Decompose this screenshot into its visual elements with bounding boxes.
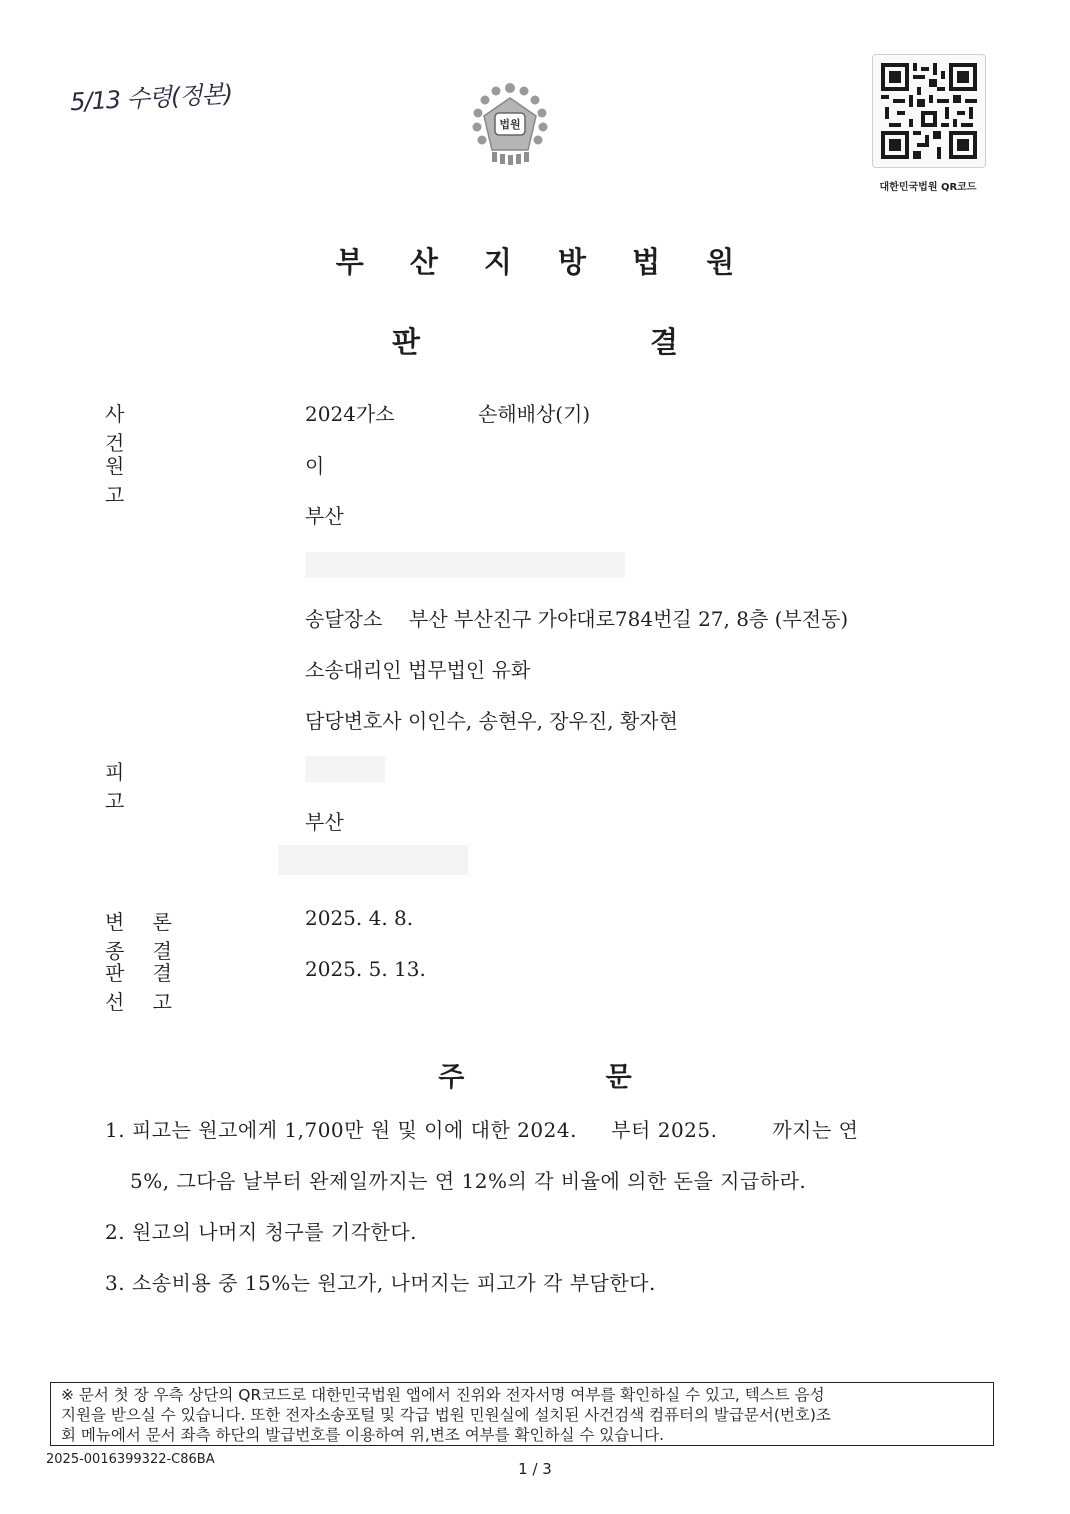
qr-code[interactable] (872, 54, 986, 168)
court-name: 부 산 지 방 법 원 (335, 245, 753, 279)
service-address-label: 송달장소 (305, 607, 383, 631)
defendant-label-text: 피 고 (105, 760, 191, 813)
plaintiff-label (105, 450, 217, 508)
order-item-2: 2. 원고의 나머지 청구를 기각한다. (105, 1220, 418, 1244)
order-item-3: 3. 소송비용 중 15%는 원고가, 나머지는 피고가 각 부담한다. (105, 1271, 656, 1295)
closing-argument-label (105, 906, 217, 964)
document-type: 판 결 (391, 325, 789, 359)
page-number: 1 / 3 (518, 1460, 552, 1478)
order-item-1-cont: 5%, 그다음 날부터 완제일까지는 연 12%의 각 비율에 의한 돈을 지급하라. (130, 1169, 807, 1193)
issuance-number: 2025-0016399322-C86BA (46, 1452, 215, 1467)
judgment-date-label (105, 957, 217, 1015)
notice-line: 회 메뉴에서 문서 좌측 하단의 발급번호를 이용하여 위,변조 여부를 확인하실 수 있습니다. (61, 1426, 665, 1444)
verification-notice (50, 1382, 994, 1446)
judgment-date: 2025. 5. 13. (305, 957, 426, 981)
case-title: 손해배상(기) (478, 402, 591, 426)
qr-code-icon (881, 63, 977, 159)
closing-argument-label-text: 변 론 종 결 (105, 910, 183, 963)
qr-caption: 대한민국법원 QR코드 (879, 182, 977, 193)
order-title: 주 문 (438, 1062, 698, 1093)
plaintiff-label-text: 원 고 (105, 454, 191, 507)
plaintiff-attorneys: 담당변호사 이인수, 송현우, 장우진, 황자현 (305, 709, 678, 733)
redacted-name (305, 756, 385, 782)
redacted-block (305, 552, 625, 578)
emblem-label: 법원 (499, 118, 521, 131)
redacted-block (278, 845, 468, 875)
qr-code-block (868, 54, 988, 193)
plaintiff-counsel: 소송대리인 법무법인 유화 (305, 658, 531, 682)
closing-argument-date: 2025. 4. 8. (305, 906, 414, 930)
judgment-date-label-text: 판 결 선 고 (105, 961, 183, 1014)
order-item-1: 1. 피고는 원고에게 1,700만 원 및 이에 대한 2024. 부터 2025. 까지는 연 (105, 1118, 859, 1142)
notice-line: 지원을 받으실 수 있습니다. 또한 전자소송포털 및 각급 법원 민원실에 설치된 사건검색 컴퓨터의 발급문서(번호)조 (61, 1406, 831, 1424)
court-emblem (468, 78, 552, 170)
defendant-label (105, 756, 217, 814)
handwritten-note: 5/13 수령(정본) (69, 79, 233, 117)
case-label (105, 398, 217, 456)
notice-line: ※ 문서 첫 장 우측 상단의 QR코드로 대한민국법원 앱에서 진위와 전자서명 여부를 확인하실 수 있고, 텍스트 음성 (61, 1386, 825, 1404)
case-number: 2024가소 (305, 402, 395, 426)
case-label-text: 사 건 (105, 402, 191, 455)
plaintiff-address: 부산 (305, 504, 344, 528)
plaintiff-name: 이 (305, 454, 325, 478)
service-address: 부산 부산진구 가야대로784번길 27, 8층 (부전동) (409, 607, 849, 631)
defendant-address: 부산 (305, 810, 344, 834)
